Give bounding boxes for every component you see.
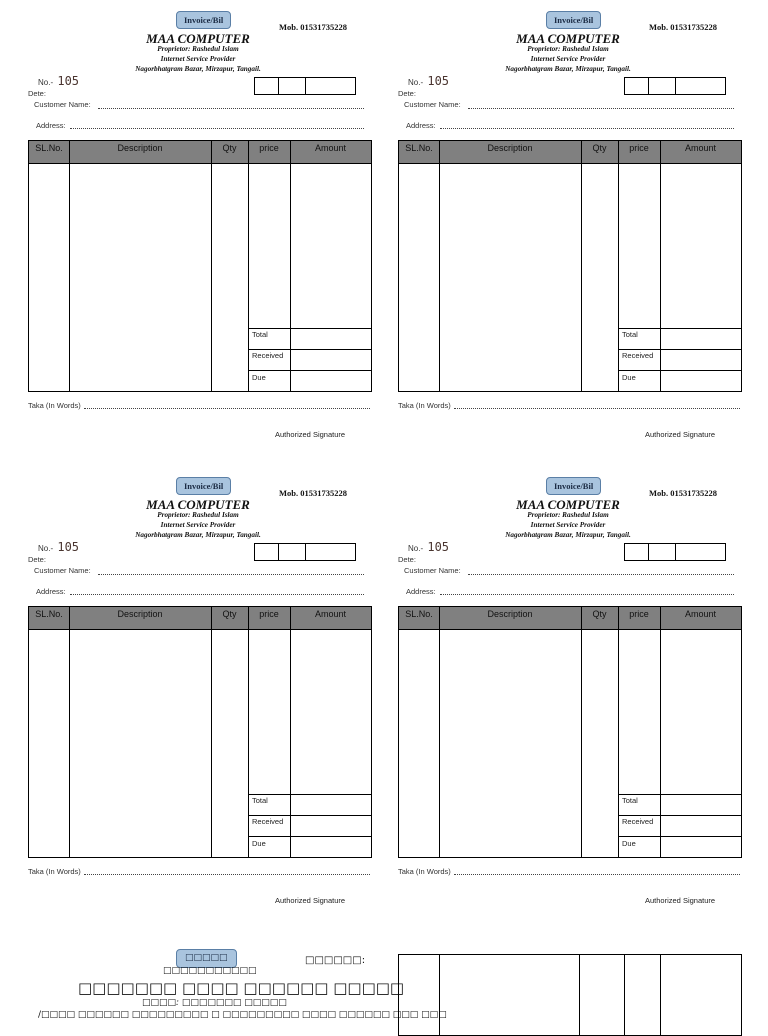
total-label: Total [252,796,268,805]
col-description: Description [487,609,533,619]
proprietor-line: Proprietor: Rashedul Islam [157,511,239,519]
col-description: Description [117,143,163,153]
col-description: Description [487,143,533,153]
invoice-form [398,0,768,450]
col-price: price [629,143,649,153]
taka-in-words-label: Taka (In Words) [398,401,451,410]
authorized-signature: Authorized Signature [275,430,346,439]
invoice-number-row [408,74,449,88]
col-sl-no: SL.No. [35,143,63,153]
col-price: price [259,143,279,153]
invoice-number: 105 [57,74,80,88]
authorized-signature: Authorized Signature [645,896,716,905]
items-table [28,140,372,392]
shop-name: MAA COMPUTER [516,31,620,46]
customer-name-field[interactable] [468,574,734,575]
customer-name-label: Customer Name: [34,566,91,575]
col-qty: Qty [592,609,607,619]
mobile-number: Mob. 01531735228 [649,22,717,32]
col-qty: Qty [222,609,237,619]
mobile-number: Mob. 01531735228 [649,488,717,498]
shop-address: Nagorbhatgram Bazar, Mirzapur, Tangail. [135,531,261,539]
col-description: Description [117,609,163,619]
service-line: Internet Service Provider [530,55,606,63]
received-label: Received [622,817,654,826]
received-label: Received [252,351,284,360]
col-sl-no: SL.No. [35,609,63,619]
col-amount: Amount [684,143,717,153]
taka-in-words-field[interactable] [84,874,370,875]
invoice-number: 105 [427,540,450,554]
invoice-form [28,466,398,916]
invoice-form [28,0,398,450]
address-label: Address: [406,121,436,130]
date-label: Dete: [28,555,46,564]
shop-address: Nagorbhatgram Bazar, Mirzapur, Tangail. [505,531,631,539]
items-table [398,606,742,858]
taka-in-words-field[interactable] [84,408,370,409]
col-sl-no: SL.No. [405,143,433,153]
proprietor-line: Proprietor: Rashedul Islam [157,45,239,53]
date-boxes[interactable] [624,77,726,95]
proprietor-line: Proprietor: Rashedul Islam [527,45,609,53]
col-price: price [629,609,649,619]
invoice-number-row [408,540,449,554]
customer-name-label: Customer Name: [404,100,461,109]
invoice-number-row [38,540,79,554]
invoice-badge: Invoice/Bil [546,11,601,29]
col-sl-no: SL.No. [405,609,433,619]
customer-name-field[interactable] [98,108,364,109]
taka-in-words-label: Taka (In Words) [28,867,81,876]
service-line: Internet Service Provider [530,521,606,529]
customer-name-field[interactable] [98,574,364,575]
invoice-number: 105 [57,540,80,554]
number-label: No.- [38,544,54,553]
taka-in-words-field[interactable] [454,408,740,409]
date-boxes[interactable] [254,77,356,95]
customer-name-label: Customer Name: [34,100,91,109]
total-label: Total [622,796,638,805]
mobile-number: Mob. 01531735228 [279,488,347,498]
invoice-badge: Invoice/Bil [176,11,231,29]
received-label: Received [622,351,654,360]
number-label: No.- [408,78,424,87]
bottom-line1: □□□□□□□□□□□ [163,966,257,976]
col-qty: Qty [592,143,607,153]
authorized-signature: Authorized Signature [645,430,716,439]
address-field[interactable] [440,128,734,129]
col-qty: Qty [222,143,237,153]
col-amount: Amount [684,609,717,619]
due-label: Due [252,839,266,848]
service-line: Internet Service Provider [160,521,236,529]
due-label: Due [252,373,266,382]
bottom-badge: □□□□□ [176,949,237,968]
address-field[interactable] [70,128,364,129]
total-label: Total [252,330,268,339]
address-field[interactable] [440,594,734,595]
address-label: Address: [36,121,66,130]
date-boxes[interactable] [254,543,356,561]
service-line: Internet Service Provider [160,55,236,63]
date-label: Dete: [398,555,416,564]
date-label: Dete: [28,89,46,98]
total-label: Total [622,330,638,339]
col-amount: Amount [314,609,347,619]
invoice-number: 105 [427,74,450,88]
date-label: Dete: [398,89,416,98]
taka-in-words-label: Taka (In Words) [28,401,81,410]
proprietor-line: Proprietor: Rashedul Islam [527,511,609,519]
invoice-number-row [38,74,79,88]
bottom-mobile: □□□□□□: [305,955,366,966]
customer-name-field[interactable] [468,108,734,109]
received-label: Received [252,817,284,826]
items-table [28,606,372,858]
col-amount: Amount [314,143,347,153]
due-label: Due [622,839,636,848]
shop-name: MAA COMPUTER [146,31,250,46]
bottom-shop-name: □□□□□□□ □□□□ □□□□□□ □□□□□ [78,979,405,997]
number-label: No.- [38,78,54,87]
bottom-address: /□□□□ □□□□□□ □□□□□□□□□ □ □□□□□□□□□ □□□□ □□□□□□ □□□ □□□ [38,1010,447,1020]
items-table [398,140,742,392]
due-label: Due [622,373,636,382]
shop-name: MAA COMPUTER [146,497,250,512]
customer-name-label: Customer Name: [404,566,461,575]
address-label: Address: [406,587,436,596]
bottom-proprietor: □□□□: □□□□□□□ □□□□□ [142,998,287,1008]
number-label: No.- [408,544,424,553]
invoice-form [398,466,768,916]
invoice-badge: Invoice/Bil [176,477,231,495]
authorized-signature: Authorized Signature [275,896,346,905]
col-price: price [259,609,279,619]
taka-in-words-field[interactable] [454,874,740,875]
address-field[interactable] [70,594,364,595]
invoice-badge: Invoice/Bil [546,477,601,495]
address-label: Address: [36,587,66,596]
mobile-number: Mob. 01531735228 [279,22,347,32]
shop-address: Nagorbhatgram Bazar, Mirzapur, Tangail. [505,65,631,73]
taka-in-words-label: Taka (In Words) [398,867,451,876]
shop-address: Nagorbhatgram Bazar, Mirzapur, Tangail. [135,65,261,73]
shop-name: MAA COMPUTER [516,497,620,512]
date-boxes[interactable] [624,543,726,561]
